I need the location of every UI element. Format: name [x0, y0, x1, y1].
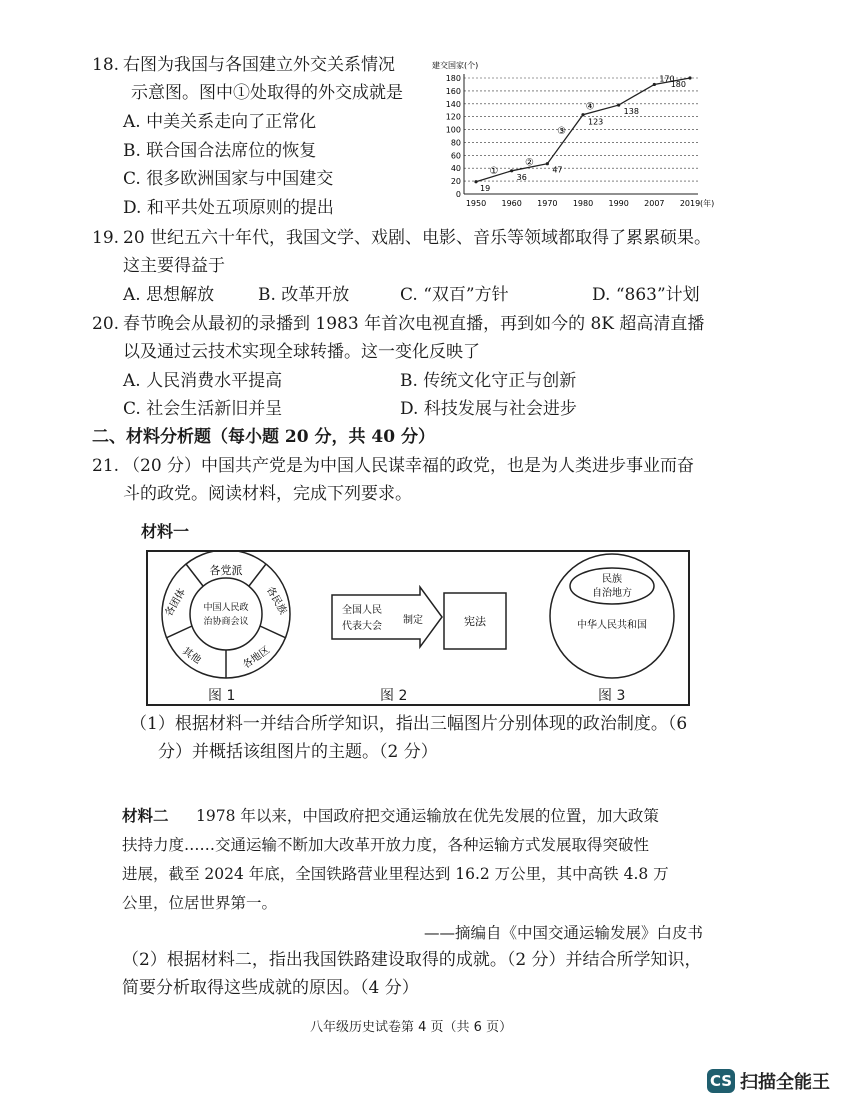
q19-option-b: B. 改革开放 [258, 285, 350, 305]
fig3-inner-line1: 民族 [602, 574, 622, 585]
fig1-segment-groups: 各团体 [163, 587, 189, 619]
q20-stem-line2: 以及通过云技术实现全球转播。这一变化反映了 [123, 342, 480, 362]
q18-option-b: B. 联合国合法席位的恢复 [123, 141, 317, 161]
q21-stem-line2: 斗的政党。阅读材料，完成下列要求。 [123, 484, 412, 504]
material1-title: 材料一 [141, 522, 190, 541]
chart-y-tick-label: 0 [455, 190, 461, 199]
chart-marker-4: ④ [585, 101, 595, 113]
chart-data-point [581, 113, 584, 116]
material2-line2: 扶持力度……交通运输不断加大改革开放力度，各种运输方式发展取得突破性 [122, 836, 650, 854]
section-heading: 二、材料分析题（每小题 20 分，共 40 分） [92, 427, 435, 447]
q19-option-d: D. “863”计划 [592, 285, 700, 305]
chart-data-point [688, 76, 691, 79]
fig1-segment-ethnic: 各民族 [263, 585, 289, 617]
diplomatic-relations-chart [428, 56, 728, 216]
q20-stem-line1: 春节晚会从最初的录播到 1983 年首次电视直播，再到如今的 8K 超高清直播 [123, 314, 705, 334]
q19-option-c: C. “双百”方针 [400, 285, 509, 305]
chart-data-point [510, 169, 513, 172]
q20-option-a: A. 人民消费水平提高 [123, 371, 283, 391]
q18-option-d: D. 和平共处五项原则的提出 [123, 198, 334, 218]
chart-data-label: 19 [480, 183, 491, 193]
chart-y-tick-label: 100 [445, 125, 461, 135]
chart-x-axis-unit: (年) [700, 199, 715, 208]
chart-data-label: 138 [623, 107, 639, 117]
fig1-cppcc-wheel [148, 552, 308, 682]
q19-stem-line1: 20 世纪五六十年代，我国文学、戏剧、电影、音乐等领域都取得了累累硕果。 [123, 228, 712, 248]
material2-line1: 1978 年以来，中国政府把交通运输放在优先发展的位置，加大政策 [196, 807, 659, 825]
chart-x-tick-label: 1950 [465, 199, 487, 208]
chart-data-label: 47 [552, 165, 563, 175]
chart-data-point [474, 180, 477, 183]
chart-y-tick-label: 120 [445, 112, 461, 122]
q21-sub2-line2: 简要分析取得这些成就的原因。（4 分） [122, 978, 419, 998]
q18-number: 18. [92, 55, 120, 75]
fig3-caption: 图 3 [598, 688, 626, 704]
chart-data-point [617, 103, 620, 106]
chart-x-tick-label: 2019 [679, 199, 701, 208]
chart-x-tick-label: 1980 [572, 199, 594, 208]
chart-data-label: 180 [670, 80, 686, 89]
camscanner-logo: CS [707, 1069, 735, 1093]
material2-title: 材料二 [122, 806, 169, 825]
fig1-segment-other: 其他 [180, 645, 203, 667]
chart-marker-1: ① [489, 165, 499, 177]
material2-line3: 进展，截至 2024 年底，全国铁路营业里程达到 16.2 万公里，其中高铁 4.8 万 [122, 865, 669, 883]
q20-number: 20. [92, 314, 120, 334]
fig3-prc-autonomy [540, 552, 690, 682]
q21-number: 21. [92, 456, 120, 476]
q20-option-b: B. 传统文化守正与创新 [400, 371, 577, 391]
fig3-inner-line2: 自治地方 [592, 588, 632, 599]
q21-sub1-line1: （1）根据材料一并结合所学知识，指出三幅图片分别体现的政治制度。（6 [130, 714, 688, 734]
q18-option-c: C. 很多欧洲国家与中国建交 [123, 169, 334, 189]
chart-data-label: 36 [516, 172, 527, 182]
q21-stem-line1: （20 分）中国共产党是为中国人民谋幸福的政党，也是为人类进步事业而奋 [123, 456, 695, 476]
q19-option-a: A. 思想解放 [123, 285, 215, 305]
fig1-segment-regions: 各地区 [241, 644, 273, 672]
q21-sub2-line1: （2）根据材料二，指出我国铁路建设取得的成就。（2 分）并结合所学知识， [122, 950, 702, 970]
chart-data-label: 123 [588, 117, 604, 127]
fig3-outer-label: 中华人民共和国 [577, 620, 647, 631]
chart-data-label: 170 [659, 74, 675, 84]
chart-y-tick-label: 140 [445, 99, 461, 109]
chart-y-tick-label: 20 [450, 177, 461, 187]
material2-source: ——摘编自《中国交通运输发展》白皮书 [424, 924, 704, 942]
chart-x-tick-label: 1990 [608, 199, 629, 208]
chart-y-tick-label: 160 [445, 86, 461, 96]
fig2-npc-constitution [326, 585, 526, 665]
q19-stem-line2: 这主要得益于 [123, 256, 225, 276]
chart-x-tick-label: 1960 [501, 199, 522, 208]
page-footer: 八年级历史试卷第 4 页（共 6 页） [310, 1020, 513, 1035]
chart-marker-2: ② [525, 157, 534, 169]
q18-stem-line1: 右图为我国与各国建立外交关系情况 [123, 55, 395, 75]
q20-option-c: C. 社会生活新旧并呈 [123, 399, 283, 419]
q20-option-d: D. 科技发展与社会进步 [400, 399, 577, 419]
fig1-center-line1: 中国人民政 [203, 603, 249, 613]
q19-number: 19. [92, 228, 120, 248]
chart-x-tick-label: 1970 [537, 199, 558, 208]
chart-y-tick-label: 60 [450, 151, 461, 161]
fig2-caption: 图 2 [380, 688, 408, 704]
chart-data-point [653, 83, 656, 86]
watermark-text: 扫描全能王 [740, 1072, 830, 1093]
chart-x-tick-label: 2007 [644, 199, 665, 208]
chart-y-tick-label: 80 [450, 138, 461, 148]
q21-sub1-line2: 分）并概括该组图片的主题。（2 分） [158, 742, 438, 762]
q18-stem-line2: 示意图。图中①处取得的外交成就是 [131, 83, 403, 103]
fig2-right-label: 宪法 [464, 615, 486, 628]
chart-marker-3: ③ [557, 126, 567, 137]
fig1-center-line2: 治协商会议 [203, 617, 249, 627]
chart-y-tick-label: 180 [445, 74, 461, 83]
chart-series-line [476, 78, 690, 182]
fig2-left-line2: 代表大会 [342, 621, 382, 632]
fig2-arrow-label: 制定 [403, 615, 423, 626]
material2-line4: 公里，位居世界第一。 [122, 894, 278, 912]
fig2-left-line1: 全国人民 [342, 605, 382, 616]
q18-option-a: A. 中美关系走向了正常化 [123, 112, 317, 132]
chart-data-point [546, 162, 549, 165]
fig1-caption: 图 1 [208, 688, 236, 704]
fig1-segment-parties: 各党派 [209, 564, 243, 577]
chart-y-axis-label: 建交国家(个) [432, 61, 479, 70]
chart-y-tick-label: 40 [450, 164, 461, 174]
